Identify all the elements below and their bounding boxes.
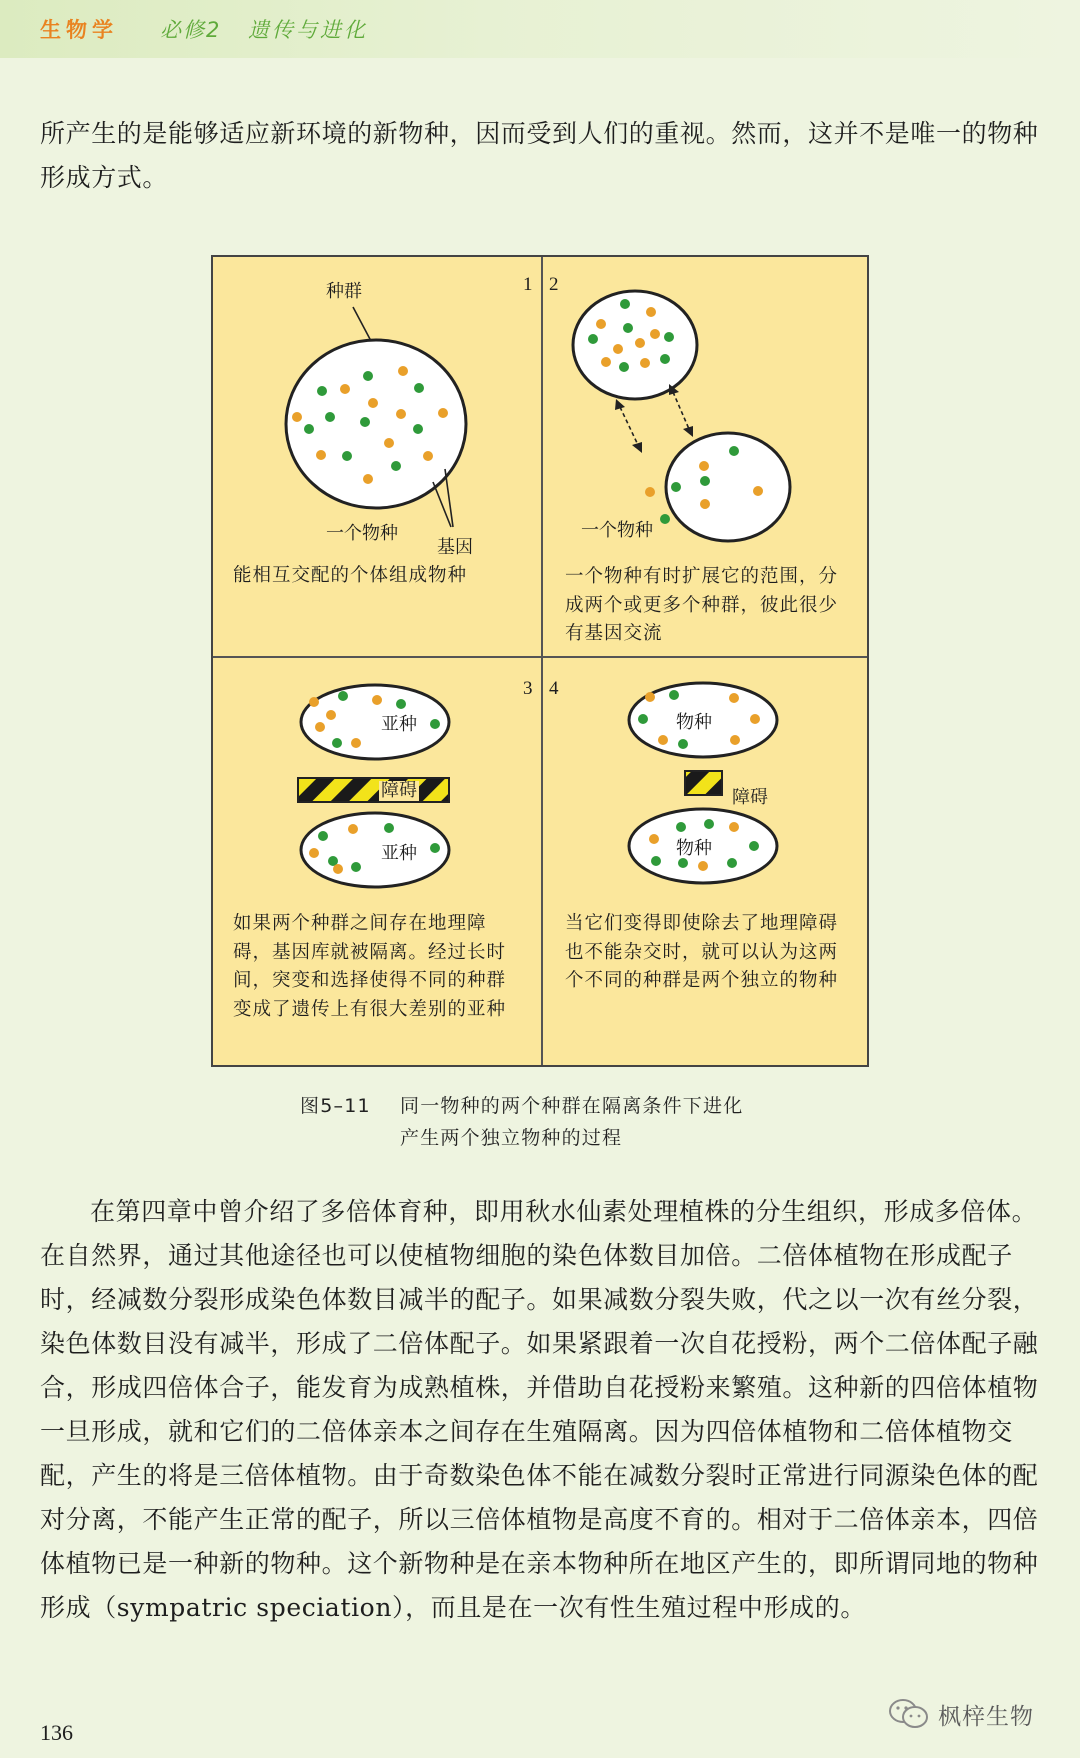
chat-bubble-icon: [888, 1697, 930, 1731]
species-label-top: 物种: [676, 712, 712, 733]
watermark-text: 枫梓生物: [938, 1703, 1034, 1730]
header-subject: 生物学: [40, 18, 118, 42]
figure-caption-line-2: 产生两个独立物种的过程: [400, 1127, 623, 1149]
subspecies-ellipse-bottom: [301, 813, 449, 887]
panel-3-number: 3: [523, 678, 533, 699]
panel-2-illustration: [573, 291, 790, 541]
intro-paragraph: 所产生的是能够适应新环境的新物种，因而受到人们的重视。然而，这并不是唯一的物种形成方式。: [40, 119, 1039, 192]
barrier-label-4: 障碍: [732, 787, 768, 808]
gene-pointer-line-2: [445, 469, 453, 527]
panel-divider-horizontal: [213, 656, 867, 658]
population-circle-a: [573, 291, 697, 399]
population-pointer-line: [353, 307, 371, 341]
species-label-bottom: 物种: [676, 838, 712, 859]
figure-number: 图5–11: [300, 1095, 371, 1117]
body-paragraph: 在第四章中曾介绍了多倍体育种，即用秋水仙素处理植株的分生组织，形成多倍体。在自然界，通过其他途径也可以使植物细胞的染色体数目加倍。二倍体植物在形成配子时，经减数分裂形成染色体数目减半的配子。如果减数分裂失败，代之以一次有丝分裂，染色体数目没有减半，形成了二倍体配子。如果紧跟着一次自花授粉，两个二倍体配子融合，形成四倍体合子，能发育为成熟植株，并借助自花授粉来繁殖。这种新的四倍体植物一旦形成，就和它们的二倍体亲本之间存在生殖隔离。因为四倍体植物和二倍体植物交配，产生的将是三倍体植物。由于奇数染色体不能在减数分裂时正常进行同源染色体的配对分离，不能产生正常的配子，所以三倍体植物是高度不育的。相对于二倍体亲本，四倍体植物已是一种新的物种。这个新物种是在亲本物种所在地区产生的，即所谓同地的物种形成（sympatric speciation），而且是在一次有性生殖过程中形成的。: [40, 1197, 1039, 1622]
panel-1-number: 1: [523, 274, 533, 295]
panel-2-number: 2: [549, 274, 559, 295]
species-label-1: 一个物种: [326, 523, 398, 544]
header-bar: [0, 0, 1080, 58]
gene-label: 基因: [437, 537, 473, 558]
population-circle: [286, 340, 466, 508]
subspecies-label-bottom: 亚种: [381, 843, 417, 864]
panel-4-description: 当它们变得即使除去了地理障碍也不能杂交时，就可以认为这两个不同的种群是两个独立的物种: [565, 913, 839, 991]
population-label: 种群: [326, 281, 362, 302]
figure-caption-line-1: 同一物种的两个种群在隔离条件下进化: [400, 1095, 744, 1117]
subspecies-label-top: 亚种: [381, 714, 417, 735]
gene-flow-arrow-2: [673, 392, 689, 429]
barrier-stripe-4: [685, 771, 722, 795]
panel-3-illustration: [298, 685, 449, 887]
population-circle-b: [666, 433, 790, 541]
header-book: 必修2: [160, 18, 222, 42]
panel-1-description: 能相互交配的个体组成物种: [233, 565, 468, 586]
panel-4-number: 4: [549, 678, 559, 699]
panel-2-description: 一个物种有时扩展它的范围，分成两个或更多个种群，彼此很少有基因交流: [565, 566, 839, 644]
page-number: 136: [40, 1720, 73, 1745]
gene-flow-arrow-1: [620, 407, 638, 445]
speciation-figure: [211, 255, 869, 1067]
panel-1-illustration: [286, 307, 466, 527]
watermark: [888, 1697, 1034, 1731]
panel-3-description: 如果两个种群之间存在地理障碍，基因库就被隔离。经过长时间，突变和选择使得不同的种群变成了遗传上有很大差别的亚种: [233, 913, 507, 1020]
header-title: 遗传与进化: [248, 18, 368, 42]
panel-divider-vertical: [541, 257, 543, 1065]
barrier-stripe-3: [298, 778, 449, 802]
species-label-2: 一个物种: [581, 520, 653, 541]
barrier-label-3: 障碍: [381, 780, 417, 801]
